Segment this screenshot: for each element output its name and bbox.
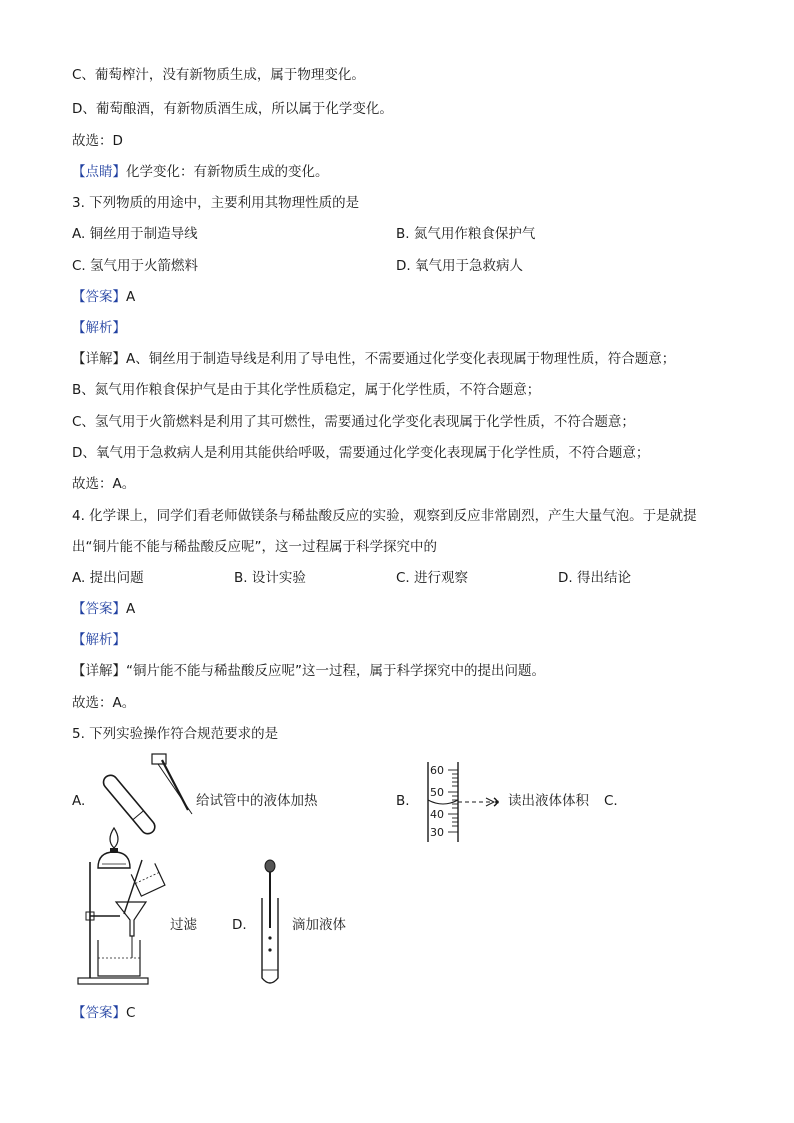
cylinder-tick-label: 60 xyxy=(430,764,444,777)
note-text: 化学变化：有新物质生成的变化。 xyxy=(126,164,329,180)
q3-option-c: C. 氢气用于火箭燃料 xyxy=(72,258,199,274)
q3-option-b: B. 氮气用作粮食保护气 xyxy=(396,226,536,242)
answer-value: A xyxy=(126,601,136,617)
q5-option-a-caption: 给试管中的液体加热 xyxy=(196,793,318,809)
answer-tag: 【答案】 xyxy=(72,289,126,305)
text-line: 故选：D xyxy=(72,133,123,149)
q3-detail-line xyxy=(72,350,675,368)
q4-stem: 4. 化学课上，同学们看老师做镁条与稀盐酸反应的实验，观察到反应非常剧烈，产生大量气泡。于是就提 xyxy=(72,508,697,524)
q5-option-d-caption: 滴加液体 xyxy=(292,917,346,933)
q5-option-a-label: A. xyxy=(72,793,86,809)
detail-tag: 【详解】 xyxy=(72,351,126,367)
q5-option-b-label: B. xyxy=(396,793,410,809)
q3-stem: 3. 下列物质的用途中，主要利用其物理性质的是 xyxy=(72,195,360,211)
q3-detail-line: B、氮气用作粮食保护气是由于其化学性质稳定，属于化学性质，不符合题意； xyxy=(72,382,541,398)
q3-detail-line: D、氧气用于急救病人是利用其能供给呼吸，需要通过化学变化表现属于化学性质，不符合题意； xyxy=(72,445,650,461)
note-tag: 【点睛】 xyxy=(72,164,126,180)
text-line: C、葡萄榨汁，没有新物质生成，属于物理变化。 xyxy=(72,67,365,83)
answer-tag: 【答案】 xyxy=(72,601,126,617)
cylinder-tick-label: 50 xyxy=(430,786,444,799)
q4-conclusion: 故选：A。 xyxy=(72,695,136,711)
q5-option-d-label: D. xyxy=(232,917,247,933)
q5-option-b-caption: 读出液体体积 xyxy=(508,793,589,809)
note-line xyxy=(72,163,329,181)
q5-option-c-label: C. xyxy=(604,793,618,809)
detail-text: “铜片能不能与稀盐酸反应呢”这一过程，属于科学探究中的提出问题。 xyxy=(126,663,545,679)
answer-value: A xyxy=(126,289,136,305)
q4-answer xyxy=(72,600,135,618)
q4-option-d: D. 得出结论 xyxy=(558,570,631,586)
heating-test-tube-figure xyxy=(92,752,202,870)
q5-option-c-caption: 过滤 xyxy=(170,917,197,933)
filtration-figure xyxy=(76,858,172,986)
q4-option-a: A. 提出问题 xyxy=(72,570,144,586)
cylinder-tick-label: 40 xyxy=(430,808,444,821)
q4-option-b: B. 设计实验 xyxy=(234,570,306,586)
analysis-tag: 【解析】 xyxy=(72,320,126,336)
answer-value: C xyxy=(126,1005,136,1021)
detail-text: A、铜丝用于制造导线是利用了导电性，不需要通过化学变化表现属于物理性质，符合题意； xyxy=(126,351,676,367)
q3-detail-line: C、氢气用于火箭燃料是利用了其可燃性，需要通过化学变化表现属于化学性质，不符合题意； xyxy=(72,414,635,430)
dropper-test-tube-figure xyxy=(256,858,284,988)
analysis-tag: 【解析】 xyxy=(72,632,126,648)
q5-stem: 5. 下列实验操作符合规范要求的是 xyxy=(72,726,279,742)
answer-tag: 【答案】 xyxy=(72,1005,126,1021)
q3-option-a: A. 铜丝用于制造导线 xyxy=(72,226,198,242)
detail-tag: 【详解】 xyxy=(72,663,126,679)
q5-answer xyxy=(72,1004,135,1022)
q3-answer xyxy=(72,288,135,306)
graduated-cylinder-figure xyxy=(424,760,510,844)
q3-conclusion: 故选：A。 xyxy=(72,476,136,492)
text-line: D、葡萄酿酒，有新物质酒生成，所以属于化学变化。 xyxy=(72,101,393,117)
q4-option-c: C. 进行观察 xyxy=(396,570,469,586)
q4-stem: 出“铜片能不能与稀盐酸反应呢”，这一过程属于科学探究中的 xyxy=(72,539,437,555)
q4-detail-line xyxy=(72,662,545,680)
q3-option-d: D. 氧气用于急救病人 xyxy=(396,258,523,274)
cylinder-tick-label: 30 xyxy=(430,826,444,839)
